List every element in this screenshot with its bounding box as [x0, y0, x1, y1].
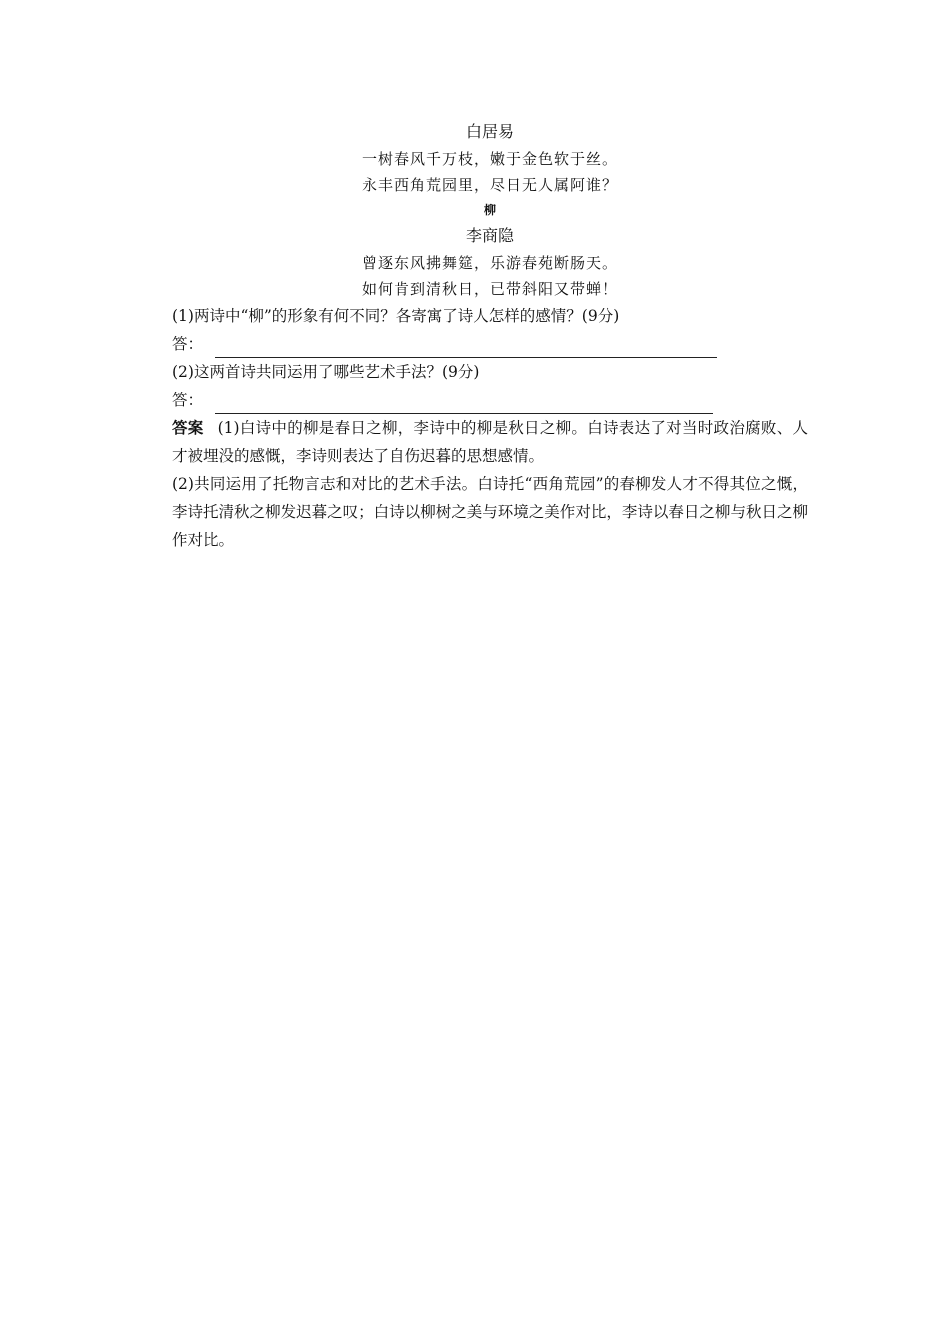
answer-row-1 — [172, 330, 808, 358]
answer-part-2: (2)共同运用了托物言志和对比的艺术手法。白诗托“西角荒园”的春柳发人才不得其位之慨，李诗托清秋之柳发迟暮之叹；白诗以柳树之美与环境之美作对比，李诗以春日之柳与秋日之柳作对比。 — [172, 475, 808, 549]
question-1: (1)两诗中“柳”的形象有何不同？各寄寓了诗人怎样的感情？(9分) — [172, 307, 620, 325]
poem2-line-2: 如何肯到清秋日，已带斜阳又带蝉！ — [361, 280, 618, 298]
poem1-author: 白居易 — [465, 122, 514, 141]
answer-part-1-text: (1)白诗中的柳是春日之柳，李诗中的柳是秋日之柳。白诗表达了对当时政治腐败、人才被埋没的感慨，李诗则表达了自伤迟暮的思想感情。 — [172, 419, 808, 465]
poem2-author: 李商隐 — [465, 226, 514, 245]
document-page — [172, 118, 808, 554]
poem2-line-1: 曾逐东风拂舞筵，乐游春苑断肠天。 — [361, 254, 618, 272]
answer-prefix-2: 答： — [172, 391, 204, 409]
poem2-title: 柳 — [483, 203, 496, 217]
answer-row-2 — [172, 386, 808, 414]
poem1-line-2: 永丰西角荒园里，尽日无人属阿谁？ — [361, 176, 618, 194]
answer-blank-2[interactable] — [215, 395, 713, 414]
answer-label: 答案 — [172, 418, 204, 437]
question-2: (2)这两首诗共同运用了哪些艺术手法？(9分) — [172, 363, 480, 381]
poem1-line-1: 一树春风千万枝，嫩于金色软于丝。 — [361, 150, 618, 168]
answer-part-1 — [172, 414, 808, 470]
answer-blank-1[interactable] — [215, 339, 717, 358]
answer-prefix-1: 答： — [172, 335, 204, 353]
